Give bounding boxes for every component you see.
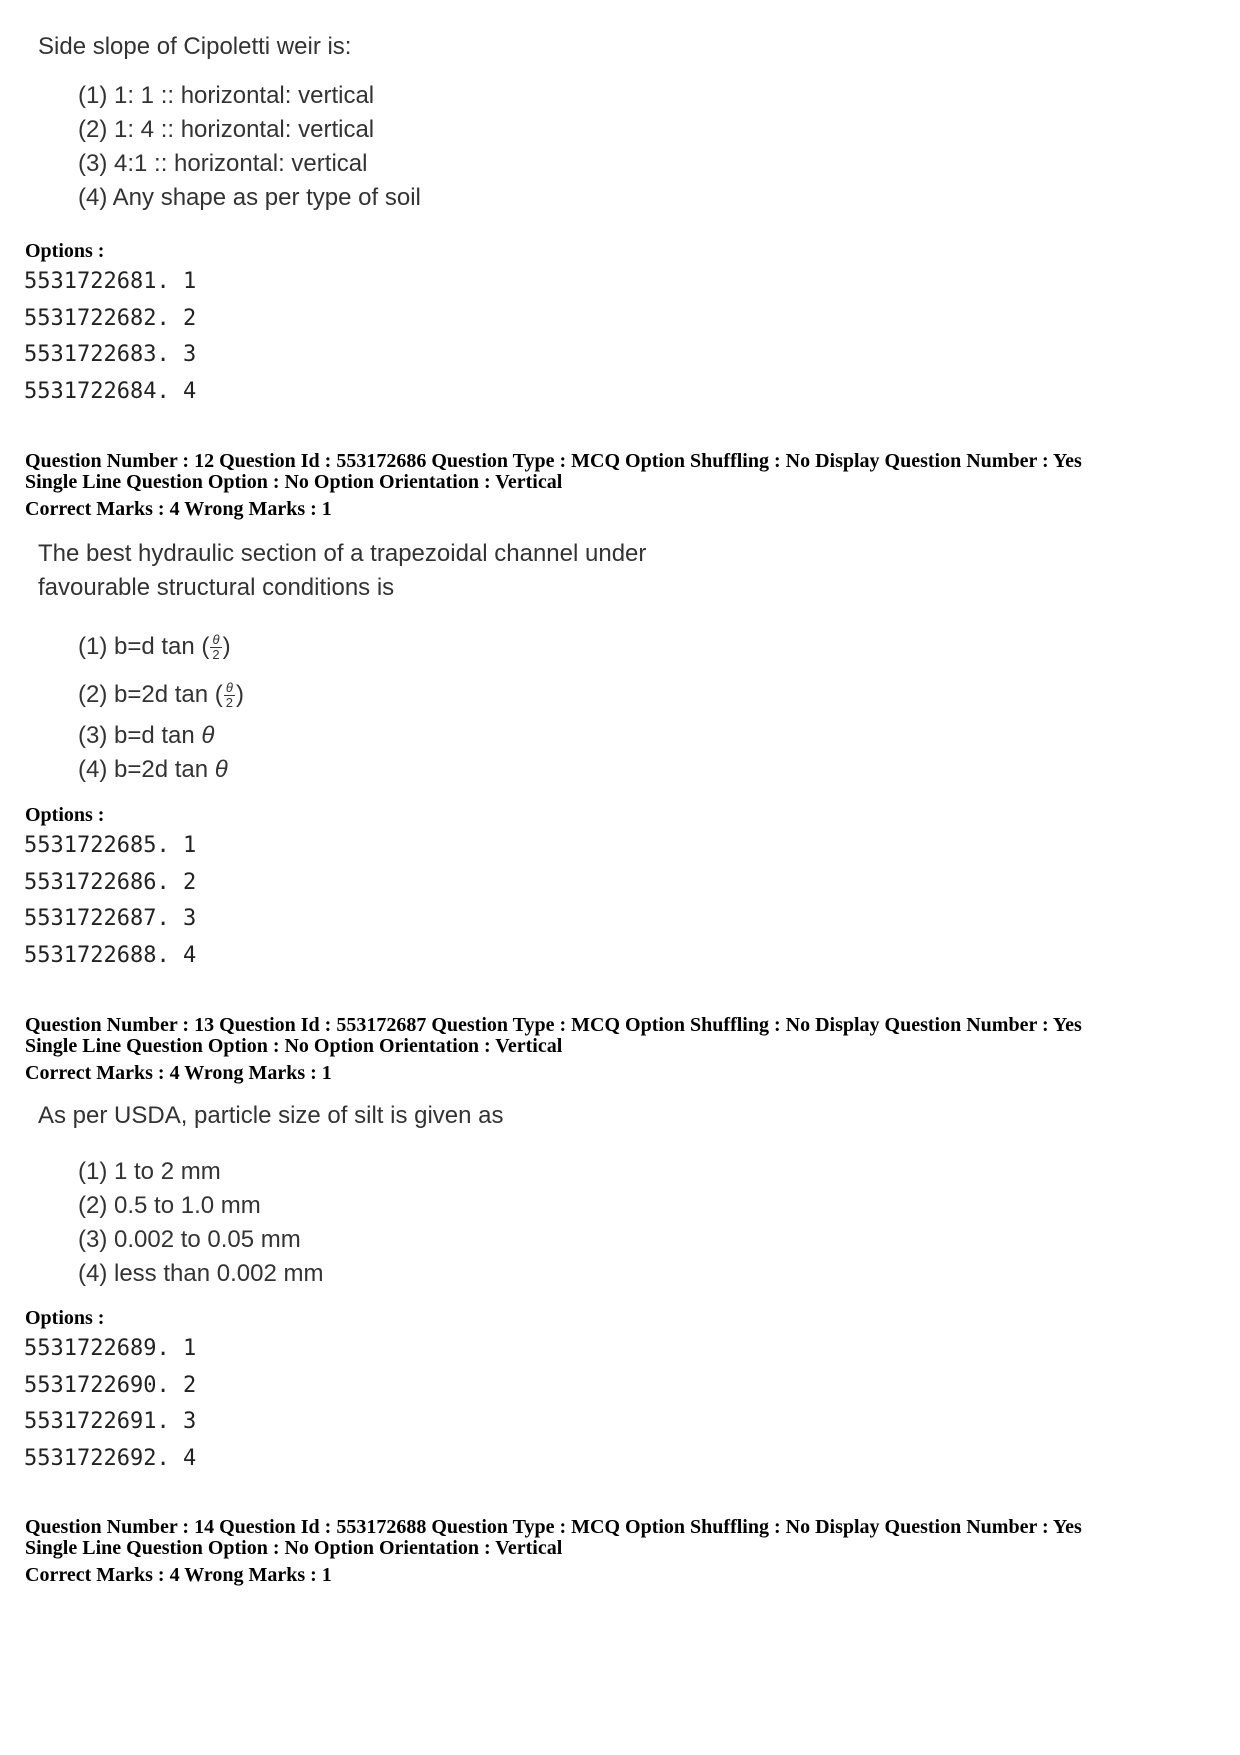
fraction-numerator: θ [212, 632, 220, 648]
option-id-list [24, 1331, 196, 1477]
question-meta-line: Single Line Question Option : No Option Orientation : Vertical [25, 1537, 563, 1559]
question-stem: Side slope of Cipoletti weir is: [38, 33, 352, 60]
option-id: 5531722688. 4 [24, 942, 197, 968]
theta-over-2-fraction [224, 681, 235, 710]
choice-text: ) [235, 681, 244, 708]
choice-text: (4) b=2d tan [78, 756, 215, 783]
fraction-denominator: 2 [225, 695, 233, 711]
choice-item: (3) 0.002 to 0.05 mm [78, 1226, 301, 1253]
option-id: 5531722691. 3 [24, 1409, 197, 1434]
question-meta-line: Question Number : 12 Question Id : 553172686 Question Type : MCQ Option Shuffling : No Display Question Number : Yes [25, 450, 1082, 472]
option-id: 5531722682. 2 [24, 305, 197, 331]
choice-text: (1) b=d tan ( [78, 633, 210, 660]
choice-list [38, 1155, 504, 1291]
choice-item: (2) 1: 4 :: horizontal: vertical [78, 116, 375, 143]
question-stem-line: favourable structural conditions is [38, 574, 395, 601]
option-id: 5531722684. 4 [24, 378, 197, 404]
option-id: 5531722689. 1 [24, 1336, 197, 1361]
choice-list [38, 623, 646, 787]
question-13-meta [25, 1015, 1082, 1084]
question-meta-line: Single Line Question Option : No Option Orientation : Vertical [25, 471, 563, 493]
options-label: Options : [25, 240, 105, 262]
option-id: 5531722690. 2 [24, 1372, 197, 1398]
question-meta-line: Question Number : 13 Question Id : 553172687 Question Type : MCQ Option Shuffling : No Display Question Number : Yes [25, 1014, 1082, 1036]
option-id: 5531722687. 3 [24, 906, 197, 931]
choice-item [78, 623, 646, 671]
fraction-numerator: θ [225, 680, 233, 696]
choice-item: (2) 0.5 to 1.0 mm [78, 1192, 261, 1219]
theta-symbol: θ [201, 722, 215, 749]
marks-line: Correct Marks : 4 Wrong Marks : 1 [25, 1062, 332, 1084]
options-label: Options : [25, 804, 105, 826]
marks-line: Correct Marks : 4 Wrong Marks : 1 [25, 498, 332, 520]
choice-item [78, 719, 646, 753]
option-id-list [24, 264, 196, 410]
theta-symbol: θ [214, 756, 228, 783]
option-id: 5531722681. 1 [24, 269, 197, 294]
question-11-image [38, 30, 421, 215]
fraction-denominator: 2 [212, 647, 220, 663]
option-id-list [24, 828, 196, 974]
choice-item: (1) 1: 1 :: horizontal: vertical [78, 82, 375, 109]
choice-list [38, 79, 421, 215]
question-12-image [38, 537, 646, 787]
question-12-meta [25, 451, 1082, 520]
choice-text: ) [222, 633, 231, 660]
question-13-image [38, 1099, 504, 1291]
theta-over-2-fraction [210, 633, 221, 662]
options-label: Options : [25, 1307, 105, 1329]
choice-item: (1) 1 to 2 mm [78, 1158, 221, 1185]
choice-item: (4) less than 0.002 mm [78, 1260, 324, 1287]
choice-text: (2) b=2d tan ( [78, 681, 223, 708]
question-meta-line: Single Line Question Option : No Option Orientation : Vertical [25, 1035, 563, 1057]
question-meta-line: Question Number : 14 Question Id : 553172688 Question Type : MCQ Option Shuffling : No Display Question Number : Yes [25, 1516, 1082, 1538]
option-id: 5531722683. 3 [24, 342, 197, 367]
question-stem-line: The best hydraulic section of a trapezoidal channel under [38, 540, 647, 567]
option-id: 5531722685. 1 [24, 833, 197, 858]
choice-item: (3) 4:1 :: horizontal: vertical [78, 150, 368, 177]
question-stem: As per USDA, particle size of silt is given as [38, 1102, 504, 1129]
choice-item [78, 753, 646, 787]
choice-text: (3) b=d tan [78, 722, 202, 749]
option-id: 5531722686. 2 [24, 869, 197, 895]
choice-item: (4) Any shape as per type of soil [78, 184, 421, 211]
choice-item [78, 671, 646, 719]
marks-line: Correct Marks : 4 Wrong Marks : 1 [25, 1564, 332, 1586]
option-id: 5531722692. 4 [24, 1445, 197, 1471]
question-14-meta [25, 1517, 1082, 1586]
